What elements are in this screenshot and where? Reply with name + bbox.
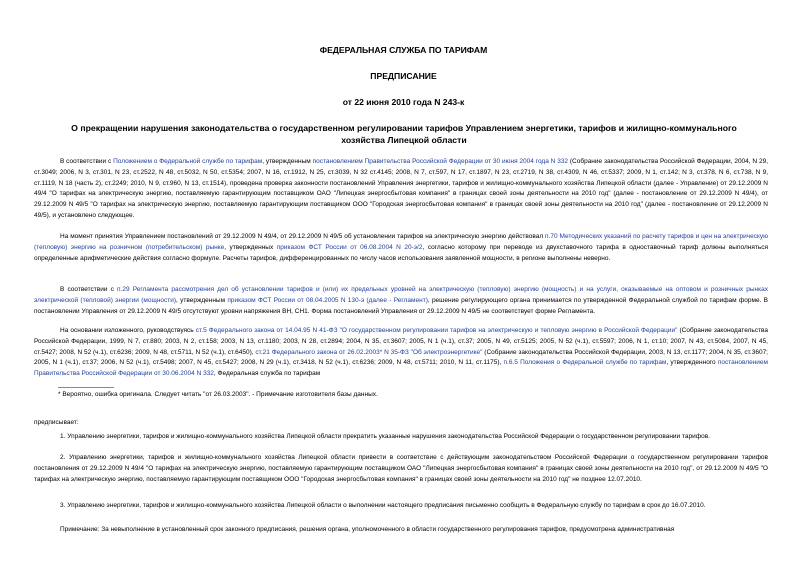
prescription-item-2: 2. Управлению энергетики, тарифов и жилищно-коммунального хозяйства Липецкой области привести в соответствие с действующим законодательством Российской Федерации о государственном регулировании тарифов постановления от 29.12.2009 N 49/4 "О тарифах на электрическую энергию, поставляемую гарантирующим поставщиком ОАО "Липецкая энергосбытовая компания" в границах своей зоны деятельности на 2010 год", от 29.12.2009 N 49/5 "О тарифах на электрическую энергию, поставляемую гарантирующим поставщиком ООО "Городская энергосбытовая компания" в границах своей зоны деятельности на 2010 год" не позднее 12.07.2010. (34, 454, 768, 483)
link-fst-regulation[interactable]: Положением о Федеральной службе по тарифам (113, 158, 263, 165)
text: , согласно которому при переводе из двухставочного тарифа в одноставочный тариф должны выполняться определенные арифметические действия согласно формуле. Расчеты тарифов, дифференцированных по числу часов использования заявленной мощности, в регионе выполнены неверно. (34, 243, 768, 262)
link-fst-regulation-p65[interactable]: п.6.5 Положения о Федеральной службе по тарифам (503, 359, 667, 367)
text: В соответствии с (60, 286, 118, 293)
text: , утвержденного (666, 359, 718, 367)
link-federal-law-35fz-art21[interactable]: ст.21 Федерального закона от 26.02.2003* N 35-ФЗ "Об электроэнергетике" (255, 348, 483, 356)
doc-type-heading: ПРЕДПИСАНИЕ (370, 71, 437, 81)
prescribes-label: предписывает: (34, 419, 79, 426)
prescription-item-3: 3. Управлению энергетики, тарифов и жилищно-коммунального хозяйства Липецкой области о выполнении настоящего предписания письменно сообщить в Федеральную службу по тарифам в срок до 16.07.2010. (60, 502, 706, 509)
agency-heading: ФЕДЕРАЛЬНАЯ СЛУЖБА ПО ТАРИФАМ (319, 45, 488, 55)
text: , утвержденным (262, 158, 313, 165)
prescription-item-1: 1. Управлению энергетики, тарифов и жилищно-коммунального хозяйства Липецкой области прекратить указанные нарушения законодательства Российской Федерации о государственном регулировании тарифов. (60, 433, 710, 440)
link-fst-order-20e2[interactable]: приказом ФСТ России от 06.08.2004 N 20-э/2 (276, 243, 423, 251)
text: , утвержденных (224, 243, 277, 251)
text: , утвержденным (176, 296, 228, 304)
text: , Федеральная служба по тарифам (213, 370, 321, 378)
text: (Собрание законодательства Российской Федерации, 2003, N 13, ст.1177; 2004, N 35, ст.3607; 2005, N 1 (ч.1), ст.37; 2006, N 52 (ч.1), ст.5498; 2007, N 45, ст.5427; 2008, N 29 (ч.1), ст.3418, N 52 (ч.1), ст.6236; 2009, N 48, ст.5711; 2010, N 11, ст.1175), (34, 348, 768, 367)
paragraph-1 (34, 157, 768, 222)
note: Примечание: За невыполнение в установленный срок законного предписания, решения органа, уполномоченного в области государственного регулирования тарифов, предусмотрена административная (60, 526, 675, 533)
paragraph-4 (34, 326, 768, 380)
footnote-divider (58, 387, 114, 388)
text: На основании изложенного, руководствуясь (60, 327, 196, 334)
link-methodical-guidelines-p70[interactable]: п.70 Методических указаний по расчету тарифов и цен на электрическую (тепловую) энергию на розничном (потребительском) рынке (34, 233, 768, 251)
link-fst-order-130e[interactable]: приказом ФСТ России от 08.04.2005 N 130-э (далее - Регламент) (227, 296, 428, 304)
link-government-decree-332-2[interactable]: постановлением Правительства Российской Федерации от 30.06.2004 N 332 (34, 359, 768, 378)
text: (Собрание законодательства Российской Федерации, 2004, N 29, ст.3049; 2006, N 3, ст.301, N 23, ст.2522, N 48, ст.5032, N 50, ст.5354; 2007, N 16, ст.1912, N 25, ст.3039, N 32 ст.4145; 2008, N 7, ст.597, N 17, ст.1897, N 23, ст.2719, N 38, ст.4309, N 46, ст.5337; 2009, N 1, ст.142; N 3, ст.378, N 6, ст.738, N 9, ст.1119, N 18 (часть 2), ст.2249; 2010, N 9, ст.960, N 13, ст.1514), проведена проверка законности постановлений Управления энергетики, тарифов и жилищно-коммунального хозяйства Липецкой области (далее - Управление) от 29.12.2009 N 49/4 "О тарифах на электрическую энергию, поставляемую гарантирующим поставщиком ОАО "Липецкая энергосбытовая компания" в границах своей зоны деятельности на 2010 год" (далее - постановление от 29.12.2009 N 49/4), от 29.12.2009 N 49/5 "О тарифах на электрическую энергию, поставляемую гарантирующим поставщиком ООО "Городская энергосбытовая компания" в границах своей зоны деятельности на 2010 год" (далее - постановление от 29.12.2009 N 49/5), и установлено следующее. (34, 158, 768, 219)
link-federal-law-41fz-art5[interactable]: ст.5 Федерального закона от 14.04.95 N 41-ФЗ "О государственном регулировании тарифов на электрическую и тепловую энергию в Российской Федерации" (195, 327, 678, 334)
link-regulation-p29[interactable]: п.29 Регламента рассмотрения дел об установлении тарифов и (или) их предельных уровней на электрическую (тепловую) энергию (мощность) и на услуги, оказываемые на оптовом и розничных рынках электрической (тепловой) энергии (мощности) (34, 286, 769, 304)
paragraph-3 (34, 285, 768, 317)
text: (Собрание законодательства Российской Федерации, 1999, N 7, ст.880; 2003, N 2, ст.158; 2003, N 13, ст.1180; 2003, N 28, ст.2894; 2004, N 35, ст.3607; 2005, N 1 (ч.1), ст.37; 2005, N 49, ст.5125; 2005, N 52 (ч.1), ст.5597; 2006, N 1, ст.10; 2007, N 43, ст.5084, 2007, N 45, ст.5427; 2008, N 52 (ч.1), ст.6236; 2009, N 48, ст.5711, N 52 (ч.1), ст.6450), (34, 327, 768, 356)
text: В соответствии с (60, 158, 114, 165)
text: На момент принятия Управлением постановлений от 29.12.2009 N 49/4, от 29.12.2009 N 49/5 об установлении тарифов на электрическую энергию действовал (60, 233, 546, 240)
paragraph-2 (34, 232, 768, 264)
footnote: * Вероятно, ошибка оригинала. Следует читать "от 26.03.2003". - Примечание изготовителя базы данных. (58, 391, 378, 398)
document-title: О прекращении нарушения законодательства о государственном регулировании тарифов Управлением энергетики, тарифов и жилищно-коммунального хозяйства Липецкой области (71, 123, 737, 145)
doc-date: от 22 июня 2010 года N 243-к (342, 97, 465, 107)
link-government-decree-332[interactable]: постановлением Правительства Российской Федерации от 30 июня 2004 года N 332 (312, 158, 569, 165)
text: , решение регулирующего органа принимается по утвержденной Федеральной службой по тарифам форме. В постановлении Управления от 29.12.2009 N 49/5 отсутствуют уровни напряжения ВН, СН1. Форма постановлений Управления от 29.12.2009 N 49/5 не соответствует форме Регламента. (34, 296, 768, 315)
